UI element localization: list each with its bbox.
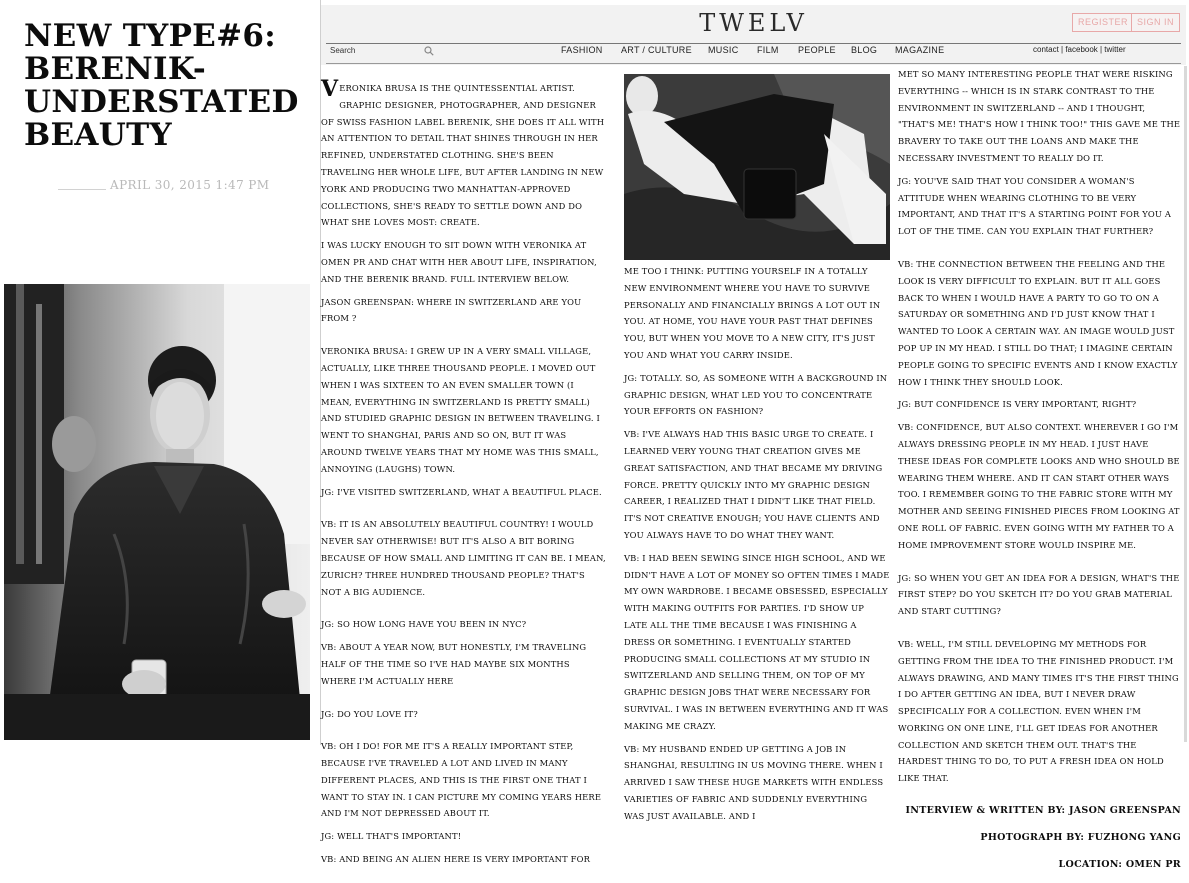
editorial-photo [624,74,890,260]
intro-paragraph: ERONIKA BRUSA IS THE QUINTESSENTIAL ARTIST. GRAPHIC DESIGNER, PHOTOGRAPHER, AND DESIGNER OF SWISS FASHION LABEL BERENIK, SHE DOES IT ALL WITH AN ATTENTION TO DETAIL THAT SHINES THROUGH IN HER REFINED, UNDERSTATED CLOTHING. SHE'S BEEN TRAVELING HER WHOLE LIFE, BUT AFTER LANDING IN NEW YORK AND PRODUCING TWO MANHATTAN-APPROVED COLLECTIONS, SHE'S READY TO SETTLE DOWN AND DO WHAT SHE LOVES MOST: CREATE. [321,83,605,228]
question: JG: SO WHEN YOU GET AN IDEA FOR A DESIGN, WHAT'S THE FIRST STEP? DO YOU SKETCH IT? DO YOU GRAB MATERIAL AND START CUTTING? [898,572,1180,617]
nav-item-film[interactable]: FILM [757,45,779,55]
question: JG: BUT CONFIDENCE IS VERY IMPORTANT, RIGHT? [898,399,1137,410]
paragraph: MET SO MANY INTERESTING PEOPLE THAT WERE RISKING EVERYTHING -- WHICH IS IN STARK CONTRAST TO THE ENVIRONMENT IN SWITZERLAND -- AND I THOUGHT, "THAT'S ME! THAT'S HOW I THINK TOO!" THIS GAVE ME THE BRAVERY TO TAKE OUT THE LOANS AND MAKE THE NECESSARY INVESTMENT TO REALLY DO IT. [898,69,1181,163]
paragraph: VB: CONFIDENCE, BUT ALSO CONTEXT. WHEREVER I GO I'M ALWAYS DRESSING PEOPLE IN MY HEAD. I JUST HAVE THESE IDEAS FOR COMPLETE LOOKS AND WHO SHOULD BE WEARING THEM WHERE. AND IT CAN START OTHER WAYS TOO. I REMEMBER GOING TO THE FABRIC STORE WITH MY MOTHER AND SEEING FINISHED PIECES FROM LOOKING AT ONE ROLL OF FABRIC. EVEN GOING WITH MY FATHER TO A HOME IMPROVEMENT STORE WOULD INSPIRE ME. [898,422,1180,550]
nav-item-people[interactable]: PEOPLE [798,45,836,55]
paragraph: VB: MY HUSBAND ENDED UP GETTING A JOB IN SHANGHAI, RESULTING IN US MOVING THERE. WHEN I ARRIVED I SAW THESE HUGE MARKETS WITH ENDLESS VARIETIES OF FABRIC AND SUDDENLY EVERYTHING WAS JUST AVAILABLE. AND I [624,743,884,821]
drop-cap: V [321,76,339,102]
question: JG: WELL THAT'S IMPORTANT! [321,831,462,842]
date-divider [58,189,106,190]
question: JASON GREENSPAN: WHERE IN SWITZERLAND ARE YOU FROM ? [321,296,582,324]
left-panel [0,0,320,745]
paragraph: VB: IT IS AN ABSOLUTELY BEAUTIFUL COUNTRY! I WOULD NEVER SAY OTHERWISE! BUT IT'S ALSO A BIT BORING BECAUSE OF HOW SMALL AND LIMITING IT CAN BE. I MEAN, ZURICH? THREE HUNDRED THOUSAND PEOPLE? THAT'S NOT A BIG AUDIENCE. [321,519,606,597]
paragraph: VB: ABOUT A YEAR NOW, BUT HONESTLY, I'M TRAVELING HALF OF THE TIME SO I'VE HAD MAYBE SIX MONTHS WHERE I'M ACTUALLY HERE [321,642,587,686]
question: JG: SO HOW LONG HAVE YOU BEEN IN NYC? [321,619,527,630]
paragraph: VB: WELL, I'M STILL DEVELOPING MY METHODS FOR GETTING FROM THE IDEA TO THE FINISHED PRODUCT. I'M ALWAYS DRAWING, AND MANY TIMES IT'S THE FIRST THING I DO AFTER GETTING AN IDEA, BUT I NEVER DRAW SPECIFICALLY FOR A COLLECTION. EVEN WHEN I'M WORKING ON ONE LINE, I'LL GET IDEAS FOR ANOTHER COLLECTION AND SKETCH THEM OUT. THAT'S THE HARDEST THING TO DO, TO PUT A FRESH IDEA ON HOLD LIKE THAT. [898,638,1179,784]
scrollbar[interactable] [1184,66,1187,742]
paragraph: VB: I'VE ALWAYS HAD THIS BASIC URGE TO CREATE. I LEARNED VERY YOUNG THAT CREATION GIVES ME GREAT SATISFACTION, AND THAT BECAME MY DRIVING FORCE. PRETTY QUICKLY INTO MY GRAPHIC DESIGN CAREER, I REALIZED THAT I DIDN'T LIKE THAT FIELD. IT'S NOT CREATIVE ENOUGH; YOU HAVE CLIENTS AND YOU ALWAYS HAVE TO DO WHAT THEY WANT. [624,429,883,540]
paragraph: VB: OH I DO! FOR ME IT'S A REALLY IMPORTANT STEP, BECAUSE I'VE TRAVELED A LOT AND LIVED IN MANY DIFFERENT PLACES, AND THIS IS THE FIRST ONE THAT I WANT TO STAY IN. I CAN PICTURE MY COMING YEARS HERE AND I'M NOT DEPRESSED ABOUT IT. [321,741,602,819]
article-column-3 [898,66,1181,883]
paragraph: VERONIKA BRUSA: I GREW UP IN A VERY SMALL VILLAGE, ACTUALLY, LIKE THREE THOUSAND PEOPLE. I MOVED OUT WHEN I WAS SIXTEEN TO AN EVEN SMALLER TOWN (I MEAN, EVERYTHING IN SWITZERLAND IS PRETTY SMALL) AND STUDIED GRAPHIC DESIGN IN BETWEEN TRAVELING. I WENT TO SHANGHAI, PARIS AND SO ON, BUT IT WAS AROUND TWELVE YEARS THAT MY HOME WAS THIS SMALL, ANNOYING (LAUGHS) TOWN. [321,346,600,474]
search-input[interactable]: Search [330,46,356,55]
nav-divider-bottom [326,63,1181,64]
paragraph: I WAS LUCKY ENOUGH TO SIT DOWN WITH VERONIKA AT OMEN PR AND CHAT WITH HER ABOUT LIFE, INSPIRATION, AND THE BERENIK BRAND. FULL INTERVIEW BELOW. [321,240,597,284]
credit-location: LOCATION: OMEN PR [1058,858,1181,870]
paragraph: VB: AND BEING AN ALIEN HERE IS VERY IMPORTANT FOR [321,854,591,865]
nav-divider-top [326,43,1181,44]
paragraph: ME TOO I THINK: PUTTING YOURSELF IN A TOTALLY NEW ENVIRONMENT WHERE YOU HAVE TO SURVIVE PERSONALLY AND FINANCIALLY BRINGS A LOT OUT IN YOU. AT HOME, YOU HAVE YOUR PAST THAT DEFINES YOU, BUT WHEN YOU MOVE TO A NEW CITY, IT'S JUST YOU AND WHAT YOU CARRY INSIDE. [624,266,881,360]
question: JG: DO YOU LOVE IT? [321,708,418,719]
nav-item-fashion[interactable]: FASHION [561,45,603,55]
question: JG: I'VE VISITED SWITZERLAND, WHAT A BEAUTIFUL PLACE. [321,486,602,497]
question: JG: TOTALLY. SO, AS SOMEONE WITH A BACKGROUND IN GRAPHIC DESIGN, WHAT LED YOU TO CONCENTRATE YOUR EFFORTS ON FASHION? [624,372,888,417]
nav-item-music[interactable]: MUSIC [708,45,739,55]
portrait-photo [4,284,310,740]
question: JG: YOU'VE SAID THAT YOU CONSIDER A WOMAN'S ATTITUDE WHEN WEARING CLOTHING TO BE VERY IMPORTANT, AND THAT IT'S A STARTING POINT FOR YOU A LOT OF THE TIME. CAN YOU EXPLAIN THAT FURTHER? [898,175,1172,237]
paragraph: VB: I HAD BEEN SEWING SINCE HIGH SCHOOL, AND WE DIDN'T HAVE A LOT OF MONEY SO OFTEN TIMES I MADE MY OWN WARDROBE. I BECAME OBSESSED, ESPECIALLY WITH MAKING OUTFITS FOR PARTIES. I'D SHOW UP LATE ALL THE TIME BECAUSE I WAS FINISHING A DRESS OR SOMETHING. I EVENTUALLY STARTED PRODUCING SMALL COLLECTIONS AT MY STUDIO IN SWITZERLAND AND SELLING THEM, ON TOP OF MY GRAPHIC DESIGN JOBS THAT WERE NECESSARY FOR SURVIVAL. I WAS IN BETWEEN EVERYTHING AND IT WAS MAKING ME CRAZY. [624,552,890,731]
credit-photograph: PHOTOGRAPH BY: FUZHONG YANG [980,831,1181,843]
article-column-1 [321,76,607,874]
site-header [321,5,1186,65]
article-date: APRIL 30, 2015 1:47 PM [110,178,270,192]
register-button[interactable]: REGISTER [1072,13,1134,32]
article-column-2 [624,263,890,831]
article-title: NEW TYPE#6: BERENIK- UNDERSTATED BEAUTY [24,18,299,153]
sign-in-button[interactable]: SIGN IN [1131,13,1180,32]
nav-item-art-culture[interactable]: ART / CULTURE [621,45,692,55]
nav-item-magazine[interactable]: MAGAZINE [895,45,945,55]
social-links[interactable]: contact | facebook | twitter [1033,45,1126,54]
search-icon[interactable] [424,46,434,56]
nav-item-blog[interactable]: BLOG [851,45,878,55]
credit-interview: INTERVIEW & WRITTEN BY: JASON GREENSPAN [905,805,1181,817]
paragraph: VB: THE CONNECTION BETWEEN THE FEELING AND THE LOOK IS VERY DIFFICULT TO EXPLAIN. BUT IT ALL GOES BACK TO WHEN I WOULD HAVE A PARTY TO GO TO ON A SATURDAY OR SOMETHING AND I'D JUST KNOW THAT I WANTED TO LOOK A CERTAIN WAY. AN IMAGE WOULD JUST POP UP IN MY HEAD. I STILL DO THAT; I IMAGINE CERTAIN PEOPLE GOING TO SPECIFIC EVENTS AND I KNOW EXACTLY HOW I THINK THEY SHOULD LOOK. [898,258,1178,387]
site-logo[interactable]: TWELV [699,9,808,37]
